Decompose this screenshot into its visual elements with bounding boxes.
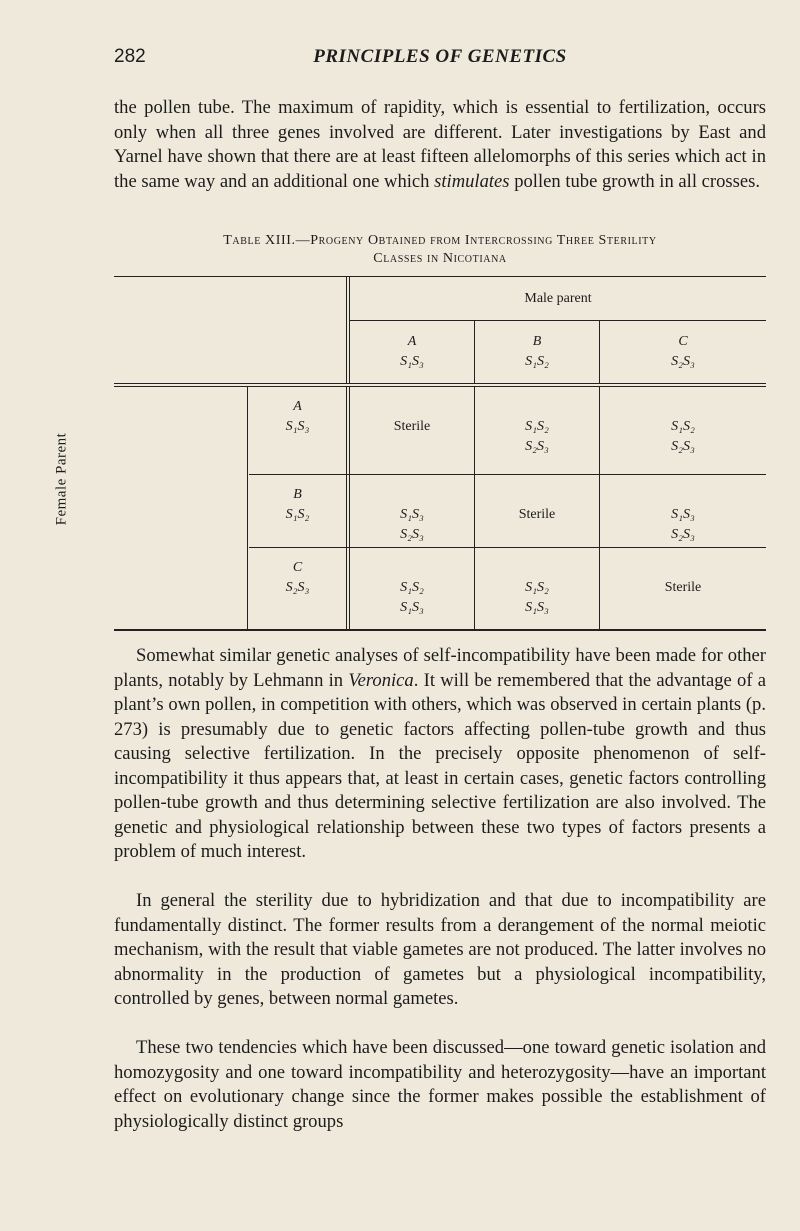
female-row-header-a-line-2: S₁S₃ xyxy=(285,419,310,434)
table-caption-line-2: Classes in Nicotiana xyxy=(373,251,507,266)
male-column-header-a xyxy=(350,332,474,372)
progeny-cell-c-b-line-1: S₁S₂ xyxy=(525,580,549,595)
table-top-rule xyxy=(114,276,766,277)
male-header-divider xyxy=(350,320,766,321)
male-column-header-a-line-2: S₁S₃ xyxy=(400,354,424,369)
progeny-cell-b-b-line-1: Sterile xyxy=(518,507,556,522)
progeny-cell-a-a xyxy=(350,417,474,437)
progeny-cell-c-c xyxy=(600,578,766,598)
running-title: PRINCIPLES OF GENETICS xyxy=(313,46,567,67)
progeny-cell-b-a-line-2: S₂S₃ xyxy=(400,527,424,542)
page-header xyxy=(114,46,766,76)
female-label-divider xyxy=(247,387,248,630)
paragraph-4: These two tendencies which have been discussed—one toward genetic isolation and homozygosity and one toward incompatibility and heterozygosity—have an important effect on evolutionary change since the former makes possible the establishment of physiologically distinct groups xyxy=(114,1037,766,1132)
paragraph-1-emphasis: stimulates xyxy=(434,170,510,192)
male-column-header-b-line-2: S₁S₂ xyxy=(525,354,549,369)
paragraph-1-text-b: pollen tube growth in all crosses. xyxy=(509,170,760,192)
female-row-header-c xyxy=(249,558,346,598)
progeny-cell-c-a-line-2: S₁S₃ xyxy=(400,600,424,615)
male-column-header-c xyxy=(600,332,766,372)
table-bottom-rule xyxy=(114,629,766,631)
row-divider-2 xyxy=(249,547,766,548)
paragraph-2 xyxy=(114,644,766,865)
paragraph-2-text-b: . It will be remembered that the advantage of a plant’s own pollen, in competition with others, which was observed in certain plants (p. 273) is presumably due to genetic factors affecting pollen-tube growth and thus causing selective fertilization. In the precisely opposite phenomenon of self-incompatibility it thus appears that, at least in certain cases, genetic factors controlling pollen-tube growth and thus determining selective fertilization are also involved. The genetic and physiological relationship between these two types of factors presents a problem of much interest. xyxy=(114,669,767,862)
progeny-cell-a-c-line-2: S₂S₃ xyxy=(671,439,695,454)
progeny-cell-c-b-line-2: S₁S₃ xyxy=(525,600,549,615)
female-parent-label: Female Parent xyxy=(53,432,70,526)
page-number: 282 xyxy=(114,46,146,67)
male-parent-header: Male parent xyxy=(524,291,592,306)
progeny-cell-c-a-line-1: S₁S₂ xyxy=(400,580,424,595)
female-row-header-c-line-2: S₂S₃ xyxy=(285,580,310,595)
progeny-cell-b-c xyxy=(600,505,766,545)
female-row-header-b-line-1: B xyxy=(293,487,302,502)
progeny-cell-b-c-line-1: S₁S₃ xyxy=(671,507,695,522)
progeny-cell-c-c-line-1: Sterile xyxy=(664,580,702,595)
paragraph-2-text-a: Somewhat similar genetic analyses of self-incompatibility have been made for other plants, notably by Lehmann in xyxy=(114,645,766,691)
male-column-header-b-line-1: B xyxy=(532,334,542,349)
male-column-header-a-line-1: A xyxy=(407,334,417,349)
row-divider-1 xyxy=(249,474,766,475)
table-caption-line-1: Table XIII.—Progeny Obtained from Intercrossing Three Sterility xyxy=(223,233,657,248)
paragraph-2-emphasis: Veronica xyxy=(348,669,414,691)
progeny-cell-b-a-line-1: S₁S₃ xyxy=(400,507,424,522)
stub-double-rule-a xyxy=(346,276,347,383)
male-column-header-c-line-1: C xyxy=(678,334,688,349)
header-double-rule-b xyxy=(114,386,766,387)
progeny-cell-b-a xyxy=(350,505,474,545)
header-double-rule-a xyxy=(114,383,766,384)
progeny-cell-c-a xyxy=(350,578,474,618)
progeny-cell-a-c-line-1: S₁S₂ xyxy=(671,419,695,434)
female-row-header-a-line-1: A xyxy=(293,399,302,414)
male-column-header-b xyxy=(475,332,599,372)
progeny-cell-a-b-line-1: S₁S₂ xyxy=(525,419,549,434)
paragraph-3: In general the sterility due to hybridization and that due to incompatibility are fundamentally distinct. The former results from a derangement of the normal meiotic mechanism, with the result that viable gametes are not produced. The latter involves no abnormality in the production of gametes but a physiological incompatibility, controlled by genes, between normal gametes. xyxy=(114,890,766,1009)
progeny-cell-a-b xyxy=(475,417,599,457)
progeny-cell-b-c-line-2: S₂S₃ xyxy=(671,527,695,542)
female-row-header-b xyxy=(249,485,346,525)
progeny-cell-a-b-line-2: S₂S₃ xyxy=(525,439,549,454)
body-double-rule-a xyxy=(346,387,347,630)
progeny-cell-a-a-line-1: Sterile xyxy=(393,419,431,434)
paragraph-1 xyxy=(114,96,766,194)
progeny-cell-a-c xyxy=(600,417,766,457)
table-caption xyxy=(114,232,766,268)
female-row-header-a xyxy=(249,397,346,437)
female-row-header-b-line-2: S₁S₂ xyxy=(285,507,310,522)
male-column-header-c-line-2: S₂S₃ xyxy=(671,354,695,369)
paragraph-1-text-a: the pollen tube. The maximum of rapidity, which is essential to fertilization, occurs only when all three genes involved are different. Later investigations by East and Yarnel have shown that there are at least fifteen allelomorphs of this series which act in the same way and an additional one which xyxy=(114,97,766,192)
progeny-table xyxy=(114,276,766,631)
progeny-cell-b-b xyxy=(475,505,599,525)
progeny-cell-c-b xyxy=(475,578,599,618)
female-row-header-c-line-1: C xyxy=(292,560,303,575)
